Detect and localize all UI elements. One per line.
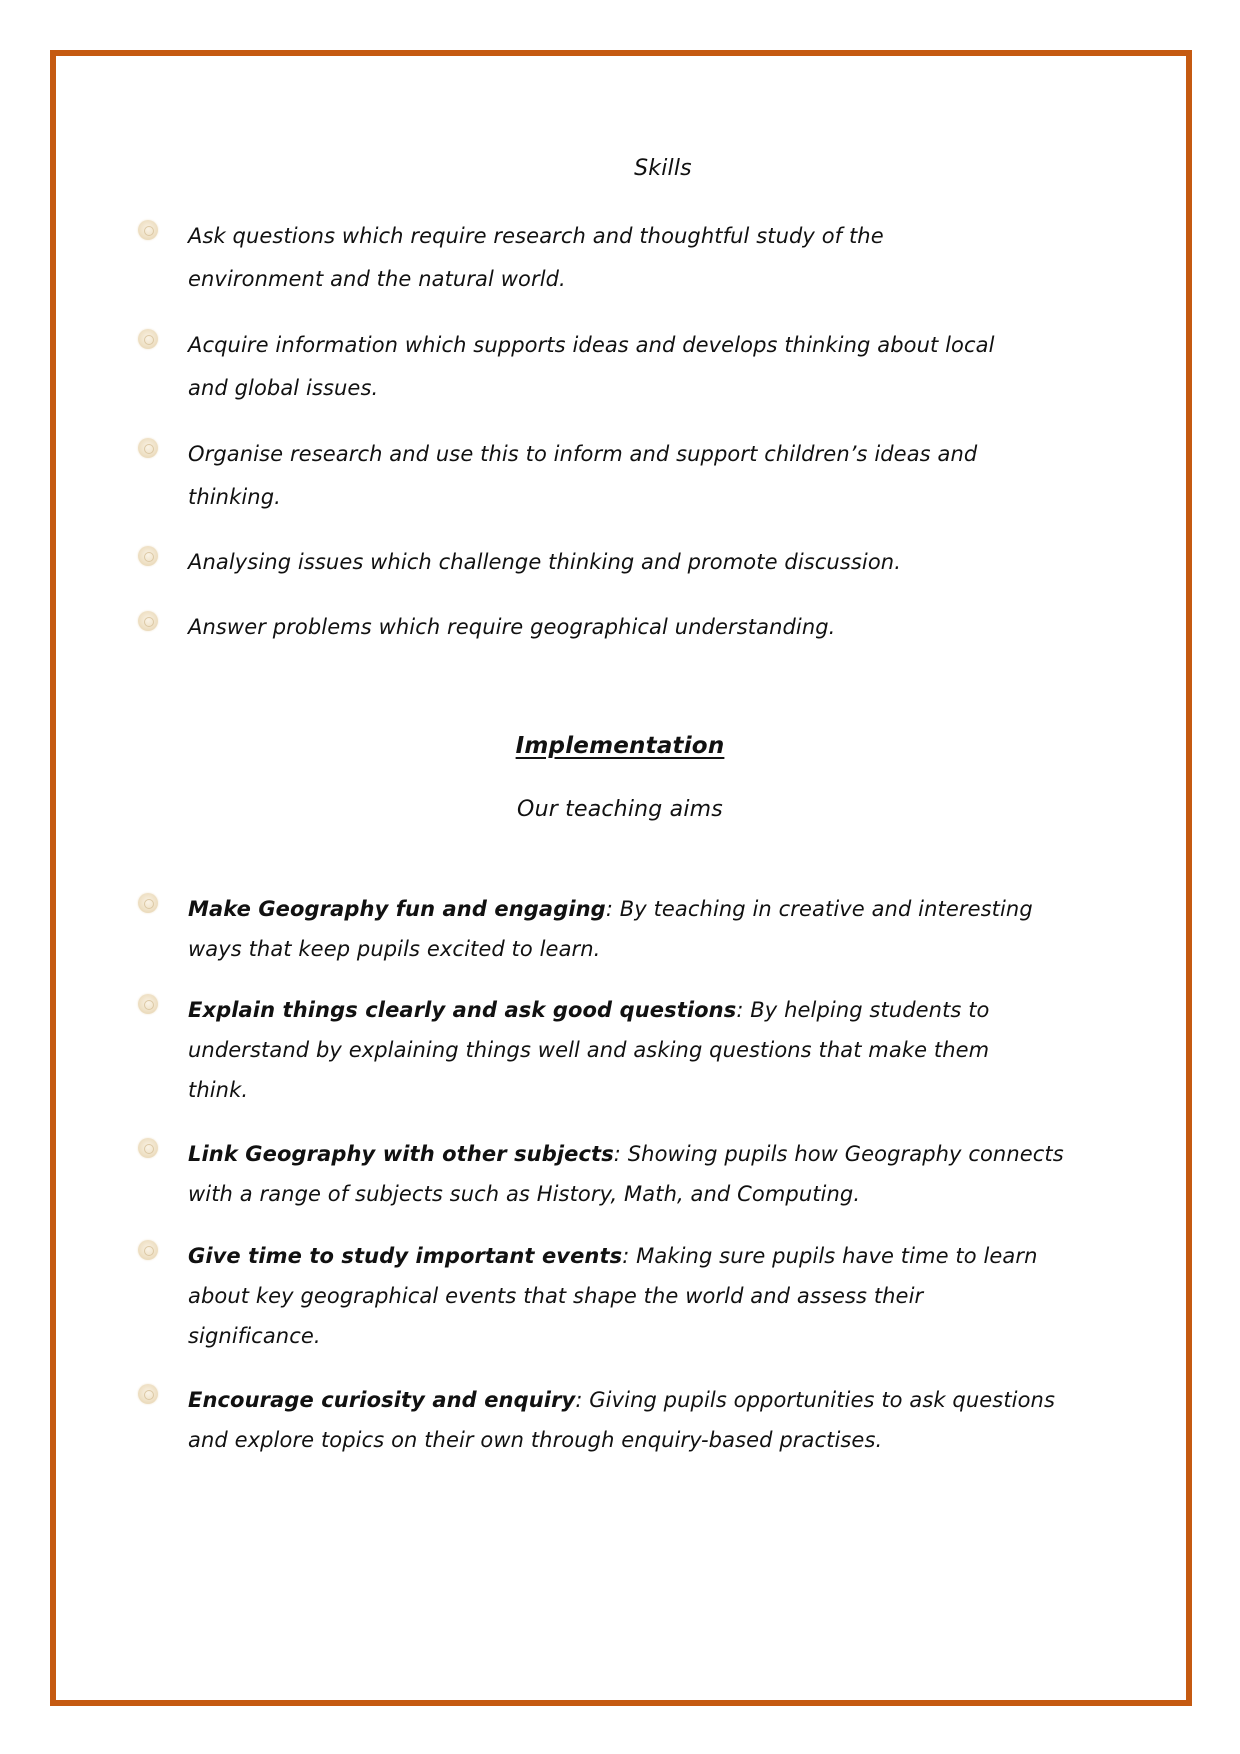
skills-item-line: thinking. xyxy=(188,485,281,509)
teaching-aims-subheading: Our teaching aims xyxy=(517,797,723,822)
aim-text: : Showing pupils how Geography connects xyxy=(613,1142,1064,1166)
bullet-icon xyxy=(138,611,158,631)
skills-item-line: Answer problems which require geographical understanding. xyxy=(188,615,836,639)
implementation-heading: Implementation xyxy=(515,733,725,759)
bullet-icon xyxy=(138,1138,158,1158)
bullet-icon xyxy=(138,893,158,913)
aim-title: Link Geography with other subjects xyxy=(188,1142,614,1166)
aims-item xyxy=(188,1380,1118,1460)
bullet-icon xyxy=(138,329,158,349)
aim-text-line: ways that keep pupils excited to learn. xyxy=(188,937,601,961)
aim-text: : Giving pupils opportunities to ask questions xyxy=(575,1388,1055,1412)
skills-item-line: Analysing issues which challenge thinking and promote discussion. xyxy=(188,550,901,574)
bullet-icon xyxy=(138,1384,158,1404)
bullet-icon xyxy=(138,994,158,1014)
skills-item xyxy=(188,541,1118,584)
bullet-icon xyxy=(138,1240,158,1260)
skills-item xyxy=(188,215,1118,301)
aim-text: : By helping students to xyxy=(736,998,990,1022)
aim-text-line: about key geographical events that shape the world and assess their xyxy=(188,1284,924,1308)
aim-title: Encourage curiosity and enquiry xyxy=(188,1388,576,1412)
bullet-icon xyxy=(138,546,158,566)
aims-item xyxy=(188,889,1118,969)
aims-item xyxy=(188,1134,1118,1214)
aim-text-line: with a range of subjects such as History, Math, and Computing. xyxy=(188,1182,861,1206)
bullet-icon xyxy=(138,220,158,240)
skills-item-line: Organise research and use this to inform and support children’s ideas and xyxy=(188,442,978,466)
aim-text-line: and explore topics on their own through enquiry-based practises. xyxy=(188,1428,883,1452)
skills-heading: Skills xyxy=(634,156,692,181)
aim-title: Give time to study important events xyxy=(188,1244,623,1268)
skills-item-line: and global issues. xyxy=(188,376,379,400)
skills-item xyxy=(188,433,1118,519)
skills-item xyxy=(188,324,1118,410)
aim-text-line: significance. xyxy=(188,1324,321,1348)
aim-text-line: think. xyxy=(188,1078,249,1102)
aims-item xyxy=(188,990,1118,1110)
aims-item xyxy=(188,1236,1118,1356)
skills-item xyxy=(188,606,1118,649)
skills-item-line: environment and the natural world. xyxy=(188,267,566,291)
aim-text-line: understand by explaining things well and asking questions that make them xyxy=(188,1038,990,1062)
skills-item-line: Acquire information which supports ideas and develops thinking about local xyxy=(188,333,995,357)
skills-item-line: Ask questions which require research and thoughtful study of the xyxy=(188,224,884,248)
aim-title: Make Geography fun and engaging xyxy=(188,897,606,921)
aim-text: : Making sure pupils have time to learn xyxy=(622,1244,1038,1268)
aim-text: : By teaching in creative and interesting xyxy=(605,897,1033,921)
bullet-icon xyxy=(138,438,158,458)
aim-title: Explain things clearly and ask good questions xyxy=(188,998,737,1022)
